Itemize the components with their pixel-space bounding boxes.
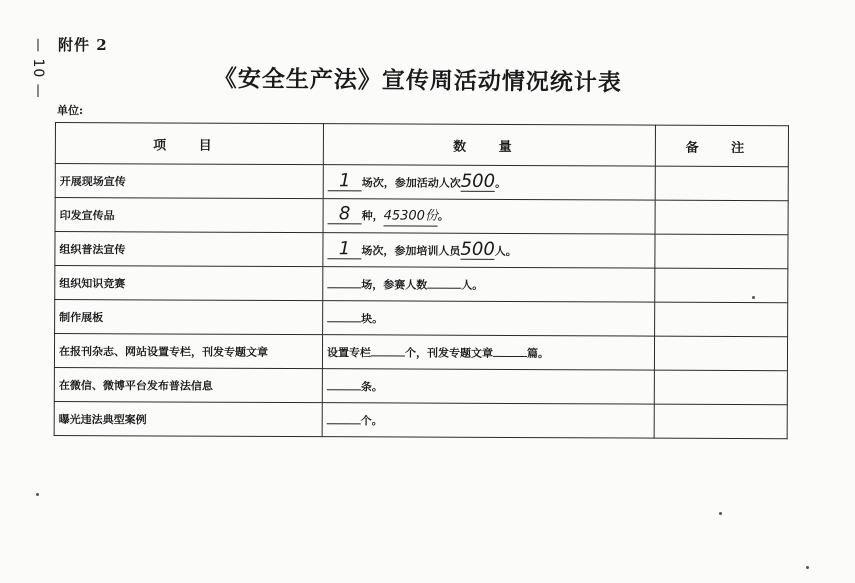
- quantity-value-2: 45300份: [384, 207, 438, 226]
- page-number: — 10 —: [30, 38, 46, 99]
- attachment-label: 附件 2: [58, 36, 108, 54]
- quantity-value-1: [327, 389, 361, 390]
- quantity-text: 场次，参加活动人次: [361, 176, 461, 190]
- row-item-label: 组织知识竞赛: [55, 266, 323, 301]
- quantity-suffix: 人。: [494, 244, 517, 259]
- header-remarks: 备 注: [655, 125, 788, 167]
- quantity-suffix: 人。: [461, 278, 484, 292]
- quantity-text: 个，刊发专题文章: [404, 346, 494, 360]
- row-item-label: 制作展板: [55, 300, 323, 335]
- quantity-value-1: 1: [327, 240, 361, 259]
- table-row: [54, 367, 787, 404]
- table-header-row: [55, 123, 788, 167]
- table-row: [54, 401, 787, 438]
- quantity-value-1: [371, 355, 405, 356]
- statistics-table: [54, 122, 789, 439]
- quantity-value-2: 500: [460, 238, 495, 260]
- table-row: [55, 266, 788, 303]
- quantity-value-1: 8: [328, 205, 362, 224]
- quantity-text: 场次，参加培训人员: [361, 244, 461, 258]
- row-item-label: 曝光违法典型案例: [54, 401, 322, 436]
- row-remarks: [655, 234, 788, 269]
- row-remarks: [654, 404, 787, 439]
- quantity-text: 种，: [361, 209, 384, 223]
- scan-speck: [719, 512, 722, 515]
- quantity-value-1: [327, 423, 361, 424]
- row-remarks: [654, 336, 787, 371]
- table-row: [55, 232, 788, 269]
- quantity-suffix: 。: [437, 209, 449, 223]
- row-quantity: [322, 335, 654, 370]
- row-quantity: [322, 403, 654, 438]
- quantity-prefix: 设置专栏: [326, 345, 372, 359]
- table-row: [55, 198, 788, 235]
- scan-speck: [36, 493, 39, 496]
- quantity-text: 个。: [360, 413, 383, 427]
- quantity-text: 场，参赛人数: [361, 277, 428, 292]
- quantity-value-2: [427, 287, 461, 288]
- quantity-value-2: [493, 355, 527, 356]
- row-remarks: [655, 200, 788, 235]
- quantity-text: 块。: [361, 311, 384, 325]
- unit-label: 单位:: [57, 104, 84, 117]
- row-quantity: [323, 165, 655, 200]
- table-row: [54, 334, 787, 371]
- row-item-label: 在报刊杂志、网站设置专栏，刊发专题文章: [54, 334, 322, 369]
- quantity-value-1: 1: [328, 172, 362, 191]
- row-quantity: [323, 199, 655, 234]
- row-quantity: [323, 233, 655, 268]
- row-quantity: [322, 369, 654, 404]
- header-quantity: 数 量: [323, 124, 655, 166]
- table-row: [55, 164, 788, 201]
- row-remarks: [655, 268, 788, 303]
- row-remarks: [655, 166, 788, 201]
- row-item-label: 在微信、微博平台发布普法信息: [54, 367, 322, 402]
- quantity-text: 条。: [360, 379, 383, 393]
- page-title: 《安全生产法》宣传周活动情况统计表: [213, 64, 622, 97]
- scan-speck: [806, 566, 809, 569]
- row-item-label: 印发宣传品: [55, 198, 323, 233]
- row-remarks: [655, 302, 788, 337]
- quantity-suffix: 篇。: [526, 346, 550, 360]
- row-item-label: 组织普法宣传: [55, 232, 323, 267]
- header-item: 项 目: [55, 123, 323, 165]
- quantity-value-1: [327, 321, 361, 322]
- row-quantity: [323, 301, 655, 336]
- row-remarks: [654, 370, 787, 405]
- scan-speck: [752, 296, 755, 299]
- row-item-label: 开展现场宣传: [55, 164, 323, 199]
- table-row: [55, 300, 788, 337]
- quantity-suffix: 。: [495, 176, 507, 190]
- quantity-value-2: 500: [460, 170, 496, 192]
- row-quantity: [323, 267, 655, 302]
- quantity-value-1: [327, 287, 361, 288]
